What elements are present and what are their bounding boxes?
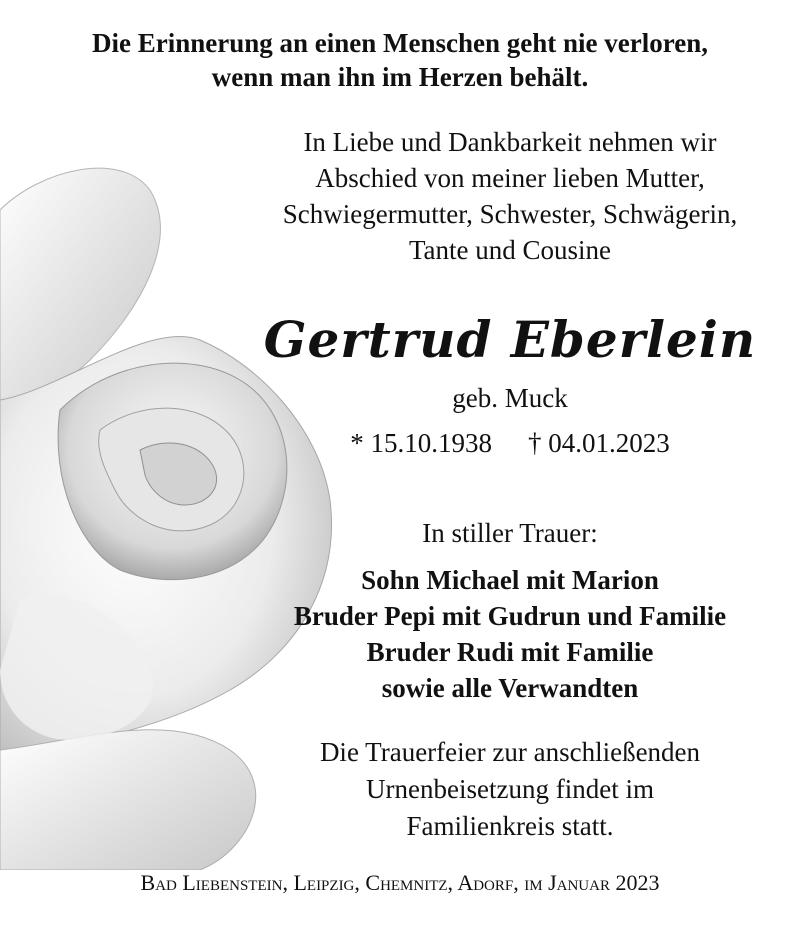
funeral-notice bbox=[230, 734, 790, 845]
funeral-line: Familienkreis statt. bbox=[406, 811, 614, 841]
birth-name: geb. Muck bbox=[452, 383, 568, 413]
funeral-line: Die Trauerfeier zur anschließenden bbox=[319, 737, 701, 767]
mourning-label: In stiller Trauer: bbox=[422, 518, 598, 548]
mourner-line: Bruder Pepi mit Gudrun und Familie bbox=[293, 601, 727, 631]
footer-places-date: Bad Liebenstein, Leipzig, Chemnitz, Adorf, im Januar 2023 bbox=[140, 870, 660, 895]
intro-line: Abschied von meiner lieben Mutter, bbox=[315, 163, 705, 193]
mourner-line: sowie alle Verwandten bbox=[381, 673, 639, 703]
deceased-name: Gertrud Eberlein bbox=[263, 310, 757, 369]
intro-line: Schwiegermutter, Schwester, Schwägerin, bbox=[282, 199, 738, 229]
motto-line: wenn man ihn im Herzen behält. bbox=[211, 62, 589, 92]
life-dates bbox=[230, 426, 790, 460]
birth-date: * 15.10.1938 bbox=[350, 428, 492, 458]
mourner-line: Sohn Michael mit Marion bbox=[361, 565, 659, 595]
intro-text bbox=[230, 124, 790, 268]
mourner-line: Bruder Rudi mit Familie bbox=[366, 637, 654, 667]
intro-line: Tante und Cousine bbox=[408, 235, 612, 265]
mourners-list bbox=[230, 562, 790, 706]
intro-line: In Liebe und Dankbarkeit nehmen wir bbox=[303, 127, 717, 157]
motto-line: Die Erinnerung an einen Menschen geht nie verloren, bbox=[92, 28, 708, 58]
death-date: † 04.01.2023 bbox=[528, 428, 670, 458]
funeral-line: Urnenbeisetzung findet im bbox=[366, 774, 654, 804]
motto bbox=[0, 26, 800, 94]
